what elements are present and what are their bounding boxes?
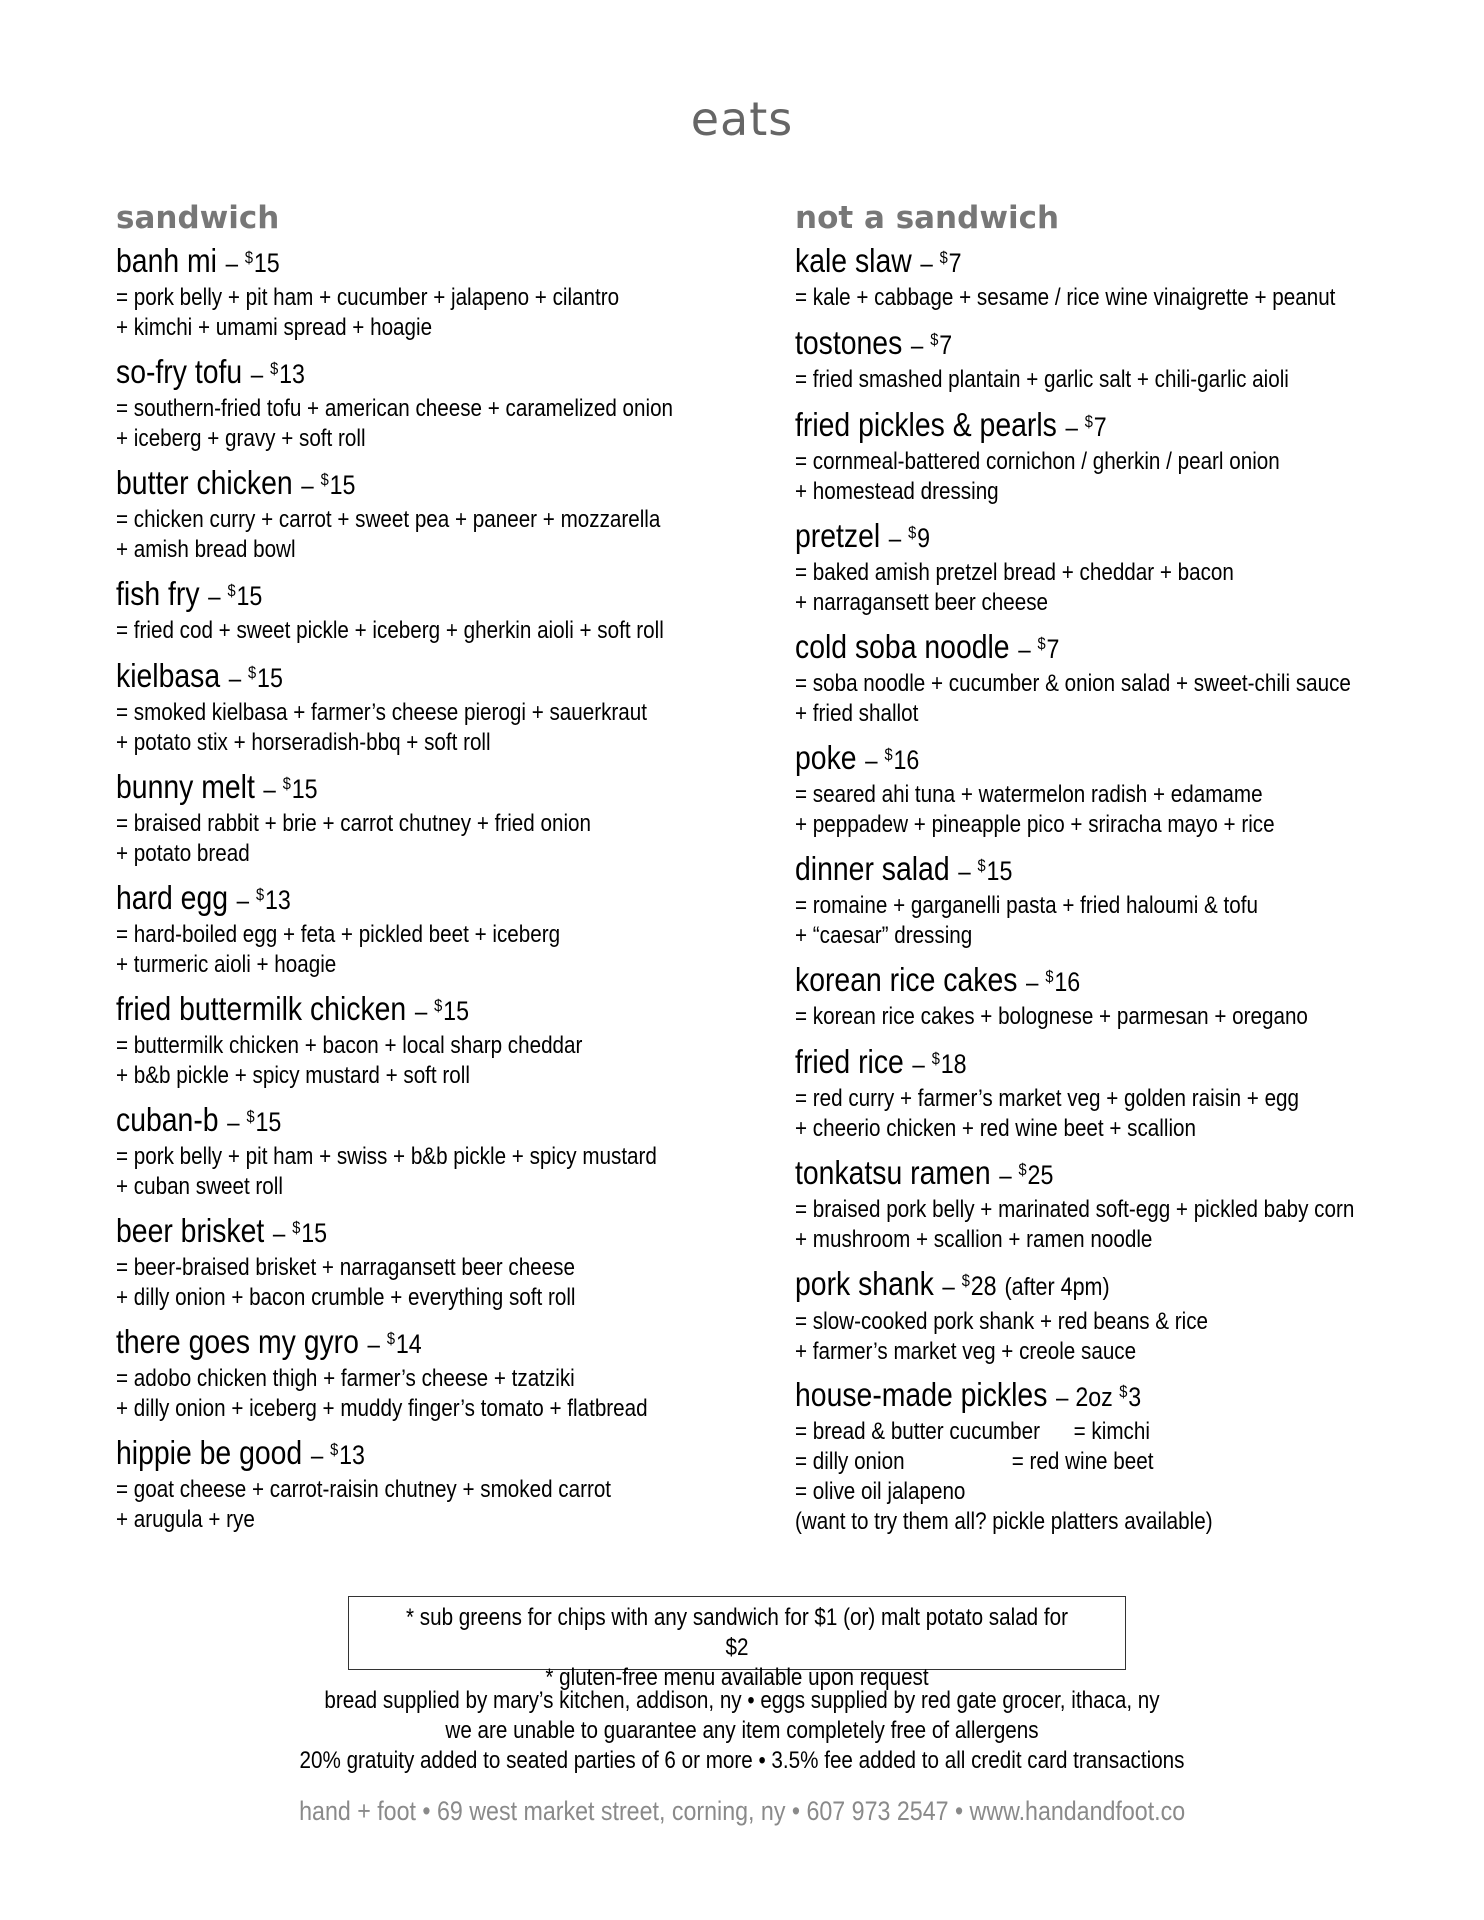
item-price: 15 — [236, 581, 263, 611]
item-description-line: = pork belly + pit ham + swiss + b&b pickle + spicy mustard — [116, 1143, 657, 1170]
substitution-note: * sub greens for chips with any sandwich for $1 (or) malt potato salad for $2 — [406, 1604, 1068, 1661]
item-price: 15 — [257, 663, 283, 693]
item-price: 7 — [948, 248, 962, 278]
menu-item — [116, 986, 756, 1097]
item-price: 15 — [253, 248, 280, 278]
item-dash: – — [888, 523, 902, 553]
pickle-option: = bread & butter cucumber — [795, 1418, 1040, 1445]
menu-item — [116, 571, 756, 653]
item-description-line: + peppadew + pineapple pico + sriracha mayo + rice — [795, 811, 1275, 838]
item-description-line: = baked amish pretzel bread + cheddar + bacon — [795, 559, 1234, 586]
item-price: 15 — [255, 1107, 282, 1137]
currency-symbol: $ — [931, 1049, 940, 1068]
item-name: fried rice — [795, 1043, 904, 1080]
item-description-line: = korean rice cakes + bolognese + parmesan + oregano — [795, 1003, 1308, 1030]
item-name: kielbasa — [116, 657, 221, 694]
item-dash: – — [910, 330, 924, 360]
pickle-row — [795, 1417, 1363, 1447]
pickles-item — [795, 1372, 1455, 1537]
item-description-line: = seared ahi tuna + watermelon radish + edamame — [795, 781, 1263, 808]
item-description-line: = fried cod + sweet pickle + iceberg + gherkin aioli + soft roll — [116, 617, 664, 644]
menu-item — [795, 1150, 1455, 1261]
item-dash: – — [367, 1329, 380, 1359]
item-dash: – — [1065, 412, 1078, 442]
item-price: 15 — [301, 1218, 328, 1248]
item-dash: – — [310, 1440, 324, 1470]
item-price: 7 — [939, 330, 953, 360]
item-dash: – — [225, 248, 239, 278]
currency-symbol: $ — [977, 856, 986, 875]
menu-item — [795, 1039, 1455, 1150]
menu-item — [795, 238, 1455, 320]
currency-symbol: $ — [884, 745, 893, 764]
currency-symbol: $ — [320, 470, 329, 489]
item-description-line: = romaine + garganelli pasta + fried haloumi & tofu — [795, 892, 1258, 919]
gluten-free-note: * gluten-free menu available upon request — [545, 1664, 929, 1691]
item-description-line: + potato stix + horseradish-bbq + soft roll — [116, 729, 491, 756]
gratuity-note: 20% gratuity added to seated parties of 6 or more • 3.5% fee added to all credit card transactions — [299, 1747, 1185, 1774]
item-description-line: + arugula + rye — [116, 1506, 255, 1533]
currency-symbol: $ — [246, 1107, 255, 1126]
currency-symbol: $ — [434, 996, 443, 1015]
item-name: so-fry tofu — [116, 353, 243, 390]
item-description-line: = beer-braised brisket + narragansett beer cheese — [116, 1254, 575, 1281]
pickle-option: = red wine beet — [1011, 1448, 1154, 1475]
currency-symbol: $ — [244, 248, 254, 267]
item-dash: – — [920, 248, 933, 278]
currency-symbol: $ — [930, 330, 939, 349]
item-name: cold soba noodle — [795, 628, 1010, 665]
currency-symbol: $ — [1037, 634, 1046, 653]
item-name: beer brisket — [116, 1212, 265, 1249]
pickle-option: = dilly onion — [795, 1448, 905, 1475]
substitution-note-box — [348, 1596, 1126, 1691]
item-description-line: + fried shallot — [795, 700, 919, 727]
item-description-line: = southern-fried tofu + american cheese + caramelized onion — [116, 395, 674, 422]
currency-symbol: $ — [1045, 967, 1054, 986]
item-description-line: = braised pork belly + marinated soft-egg + pickled baby corn — [795, 1196, 1355, 1223]
item-dash: – — [228, 663, 242, 693]
item-price: 3 — [1128, 1382, 1142, 1412]
contact-line: hand + foot • 69 west market street, corning, ny • 607 973 2547 • www.handandfoot.co — [298, 1796, 1186, 1826]
item-price: 18 — [940, 1049, 967, 1079]
sandwich-heading: sandwich — [116, 200, 280, 236]
item-dash: – — [263, 774, 276, 804]
currency-symbol: $ — [1119, 1382, 1128, 1401]
item-description-line: = pork belly + pit ham + cucumber + jalapeno + cilantro — [116, 284, 620, 311]
menu-item — [116, 1097, 756, 1208]
item-name: tostones — [795, 324, 903, 361]
item-description-line: + homestead dressing — [795, 478, 999, 505]
item-description-line: = slow-cooked pork shank + red beans & rice — [795, 1308, 1209, 1335]
menu-item — [795, 624, 1455, 735]
item-name: tonkatsu ramen — [795, 1154, 991, 1191]
item-time-note: (after 4pm) — [1004, 1273, 1110, 1301]
item-description-line: + potato bread — [116, 840, 250, 867]
sandwich-list — [116, 238, 756, 1541]
item-name: fried buttermilk chicken — [116, 990, 407, 1027]
footer-notes — [0, 1686, 1484, 1776]
item-name: pretzel — [795, 517, 881, 554]
item-dash: – — [227, 1107, 240, 1137]
item-price: 9 — [917, 523, 931, 553]
currency-symbol: $ — [282, 774, 291, 793]
item-description-line: = fried smashed plantain + garlic salt + chili-garlic aioli — [795, 366, 1289, 393]
menu-item — [795, 735, 1455, 846]
currency-symbol: $ — [386, 1329, 395, 1348]
item-dash: – — [1026, 967, 1039, 997]
item-price: 13 — [339, 1440, 365, 1470]
currency-symbol: $ — [330, 1440, 339, 1459]
item-price: 7 — [1046, 634, 1060, 664]
item-description-line: + mushroom + scallion + ramen noodle — [795, 1226, 1153, 1253]
item-price: 14 — [395, 1329, 422, 1359]
currency-symbol: $ — [961, 1271, 970, 1290]
currency-symbol: $ — [1084, 412, 1093, 431]
menu-item — [795, 402, 1455, 513]
item-dash: – — [999, 1160, 1012, 1190]
item-description-line: = braised rabbit + brie + carrot chutney + fried onion — [116, 810, 592, 837]
not-a-sandwich-column — [795, 198, 1455, 1537]
item-description-line: + farmer’s market veg + creole sauce — [795, 1338, 1137, 1365]
item-price: 15 — [443, 996, 469, 1026]
pickle-row — [795, 1447, 1363, 1477]
item-description-line: = soba noodle + cucumber & onion salad + sweet-chili sauce — [795, 670, 1351, 697]
item-price: 15 — [329, 470, 356, 500]
item-description-line: = adobo chicken thigh + farmer’s cheese + tzatziki — [116, 1365, 575, 1392]
pickle-platter-note: (want to try them all? pickle platters available) — [795, 1508, 1213, 1535]
menu-item — [116, 1208, 756, 1319]
allergen-note: we are unable to guarantee any item completely free of allergens — [445, 1717, 1039, 1744]
currency-symbol: $ — [939, 248, 948, 267]
item-price: 15 — [986, 856, 1013, 886]
item-description-line: = goat cheese + carrot-raisin chutney + smoked carrot — [116, 1476, 612, 1503]
item-dash: – — [301, 470, 314, 500]
item-name: kale slaw — [795, 242, 912, 279]
item-price: 16 — [893, 745, 920, 775]
currency-symbol: $ — [1018, 1160, 1027, 1179]
item-name: korean rice cakes — [795, 961, 1018, 998]
item-description-line: + b&b pickle + spicy mustard + soft roll — [116, 1062, 470, 1089]
item-name: banh mi — [116, 242, 217, 279]
item-dash: – — [912, 1049, 925, 1079]
item-description-line: + amish bread bowl — [116, 536, 296, 563]
item-description-line: = red curry + farmer’s market veg + golden raisin + egg — [795, 1085, 1300, 1112]
item-description-line: = smoked kielbasa + farmer’s cheese pierogi + sauerkraut — [116, 699, 647, 726]
item-description-line: + dilly onion + bacon crumble + everything soft roll — [116, 1284, 576, 1311]
menu-title: eats — [690, 92, 794, 146]
item-description-line: = chicken curry + carrot + sweet pea + paneer + mozzarella — [116, 506, 661, 533]
item-dash: – — [208, 581, 221, 611]
currency-symbol: $ — [255, 885, 265, 904]
item-description-line: + “caesar” dressing — [795, 922, 973, 949]
menu-item — [795, 957, 1455, 1039]
item-name: house-made pickles — [795, 1376, 1048, 1413]
item-price: 13 — [264, 885, 291, 915]
currency-symbol: $ — [292, 1218, 301, 1237]
item-price: 15 — [291, 774, 318, 804]
currency-symbol: $ — [227, 581, 236, 600]
item-dash: – — [865, 745, 878, 775]
item-dash: – — [272, 1218, 286, 1248]
not-a-sandwich-list — [795, 238, 1455, 1372]
item-dash: – — [958, 856, 971, 886]
menu-item — [116, 238, 756, 349]
menu-item — [116, 875, 756, 986]
supplier-note: bread supplied by mary’s kitchen, addison, ny • eggs supplied by red gate grocer, ithaca, ny — [324, 1687, 1160, 1714]
sandwich-column — [116, 198, 756, 1541]
item-name: hard egg — [116, 879, 229, 916]
pickle-option: = kimchi — [1073, 1418, 1150, 1445]
item-description-line: = kale + cabbage + sesame / rice wine vinaigrette + peanut — [795, 284, 1336, 311]
item-description-line: + iceberg + gravy + soft roll — [116, 425, 366, 452]
item-dash: – — [1018, 634, 1031, 664]
item-description-line: = hard-boiled egg + feta + pickled beet + iceberg — [116, 921, 561, 948]
menu-item — [795, 1261, 1455, 1372]
menu-item — [116, 460, 756, 571]
item-description-line: = cornmeal-battered cornichon / gherkin / pearl onion — [795, 448, 1280, 475]
item-name: bunny melt — [116, 768, 255, 805]
menu-item — [116, 764, 756, 875]
item-price: 13 — [279, 359, 305, 389]
pickle-option: = olive oil jalapeno — [795, 1478, 966, 1505]
menu-item — [795, 513, 1455, 624]
item-description-line: + dilly onion + iceberg + muddy finger’s tomato + flatbread — [116, 1395, 648, 1422]
item-name: pork shank — [795, 1265, 934, 1302]
item-dash: – — [414, 996, 428, 1026]
item-name: there goes my gyro — [116, 1323, 359, 1360]
item-description-line: + turmeric aioli + hoagie — [116, 951, 337, 978]
pickle-row — [795, 1477, 1363, 1507]
item-name: butter chicken — [116, 464, 293, 501]
menu-item — [795, 846, 1455, 957]
item-dash: – — [1056, 1382, 1069, 1412]
item-price: 28 — [970, 1271, 997, 1301]
item-description-line: = buttermilk chicken + bacon + local sharp cheddar — [116, 1032, 583, 1059]
item-name: poke — [795, 739, 857, 776]
not-a-sandwich-heading: not a sandwich — [795, 200, 1060, 236]
item-price: 7 — [1093, 412, 1107, 442]
menu-item — [116, 349, 756, 460]
menu-item — [116, 653, 756, 764]
menu-item — [795, 320, 1455, 402]
item-size: 2oz — [1075, 1382, 1113, 1412]
item-description-line: + cheerio chicken + red wine beet + scallion — [795, 1115, 1197, 1142]
currency-symbol: $ — [270, 359, 279, 378]
item-name: dinner salad — [795, 850, 950, 887]
currency-symbol: $ — [248, 663, 257, 682]
menu-item — [116, 1430, 756, 1541]
item-name: hippie be good — [116, 1434, 303, 1471]
item-name: fish fry — [116, 575, 200, 612]
item-price: 25 — [1027, 1160, 1054, 1190]
item-description-line: + narragansett beer cheese — [795, 589, 1049, 616]
item-price: 16 — [1054, 967, 1081, 997]
item-name: cuban-b — [116, 1101, 219, 1138]
item-dash: – — [236, 885, 250, 915]
item-name: fried pickles & pearls — [795, 406, 1057, 443]
item-dash: – — [942, 1271, 955, 1301]
currency-symbol: $ — [908, 523, 917, 542]
item-dash: – — [250, 359, 264, 389]
item-description-line: + cuban sweet roll — [116, 1173, 283, 1200]
item-description-line: + kimchi + umami spread + hoagie — [116, 314, 433, 341]
menu-item — [116, 1319, 756, 1430]
